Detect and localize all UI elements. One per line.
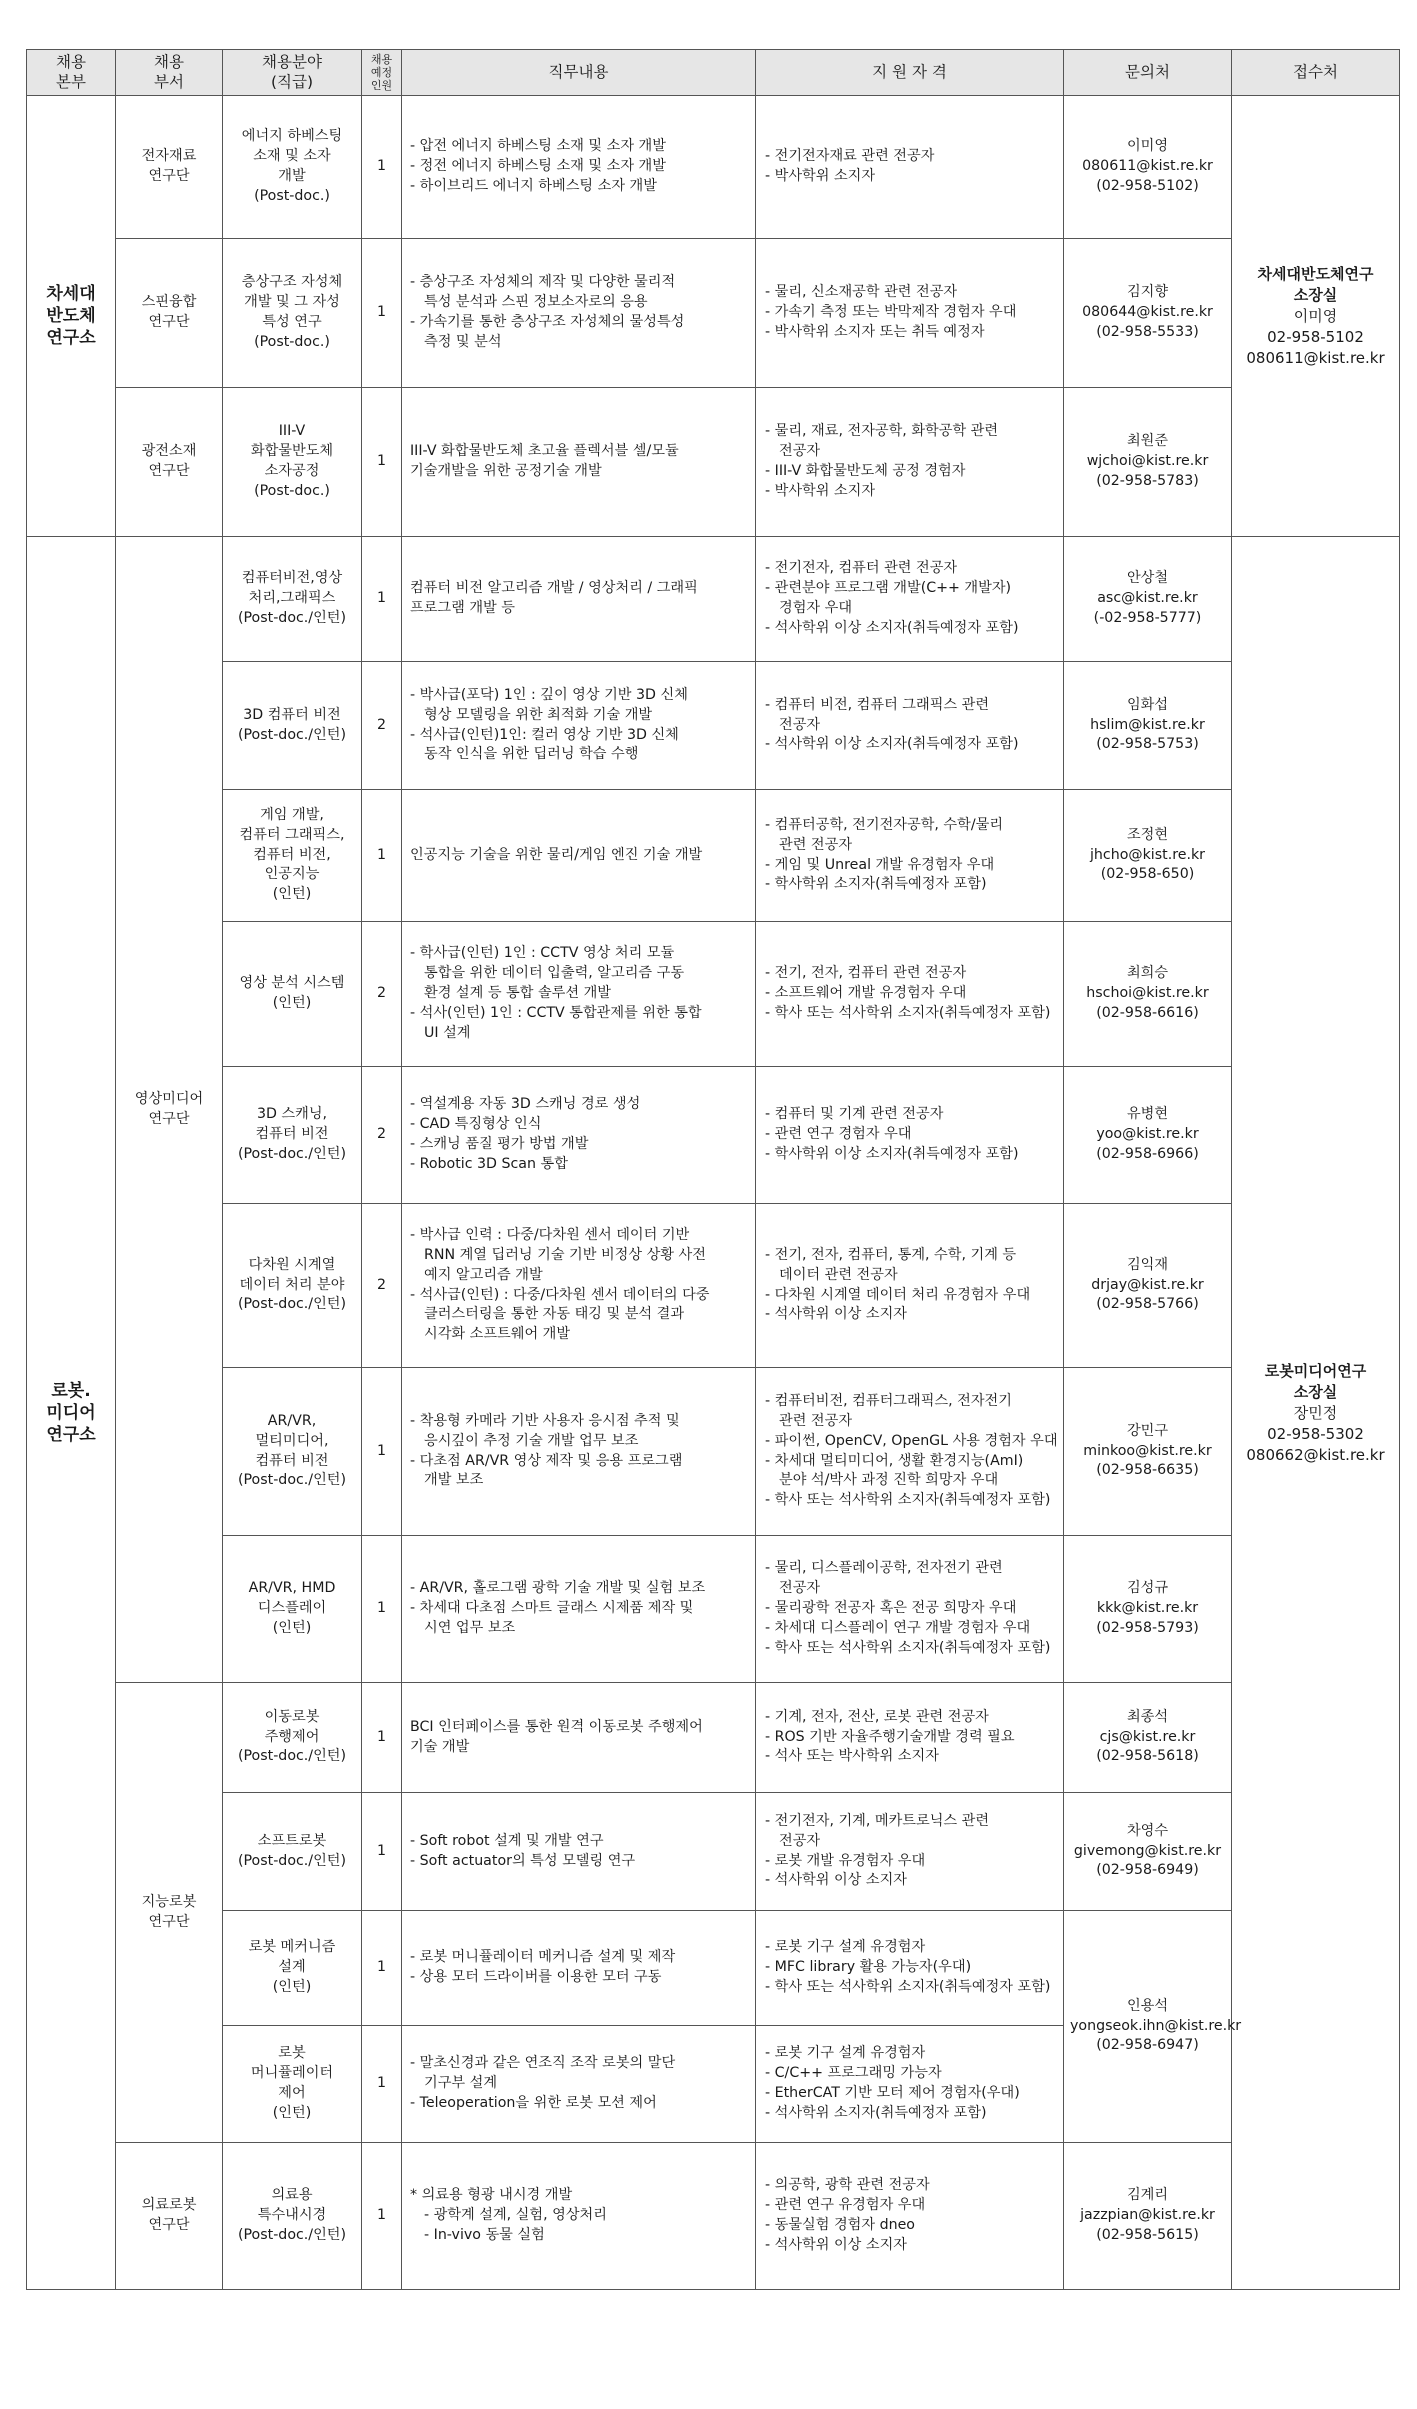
- count-cell: 1: [362, 96, 402, 239]
- contact-cell: [1064, 239, 1232, 388]
- dept-cell: 의료로봇 연구단: [116, 2143, 223, 2290]
- duty-line: 통합을 위한 데이터 입출력, 알고리즘 구동: [424, 965, 685, 982]
- field-cell: 소프트로봇 (Post-doc./인턴): [223, 1793, 362, 1911]
- contact-cell: [1064, 1067, 1232, 1204]
- qualification-cell: [756, 922, 1064, 1067]
- contact-line: 차영수: [1126, 1822, 1169, 1839]
- qualification-line: 데이터 관련 전공자: [779, 1266, 898, 1283]
- table-row: [27, 388, 1400, 537]
- duty-line: 동작 인식을 위한 딥러닝 학습 수행: [424, 746, 639, 763]
- duty-cell: [402, 662, 756, 790]
- qualification-line: 전공자: [779, 443, 821, 460]
- qualification-line: - 석사학위 이상 소지자: [765, 2236, 907, 2253]
- contact-line: 최원준: [1126, 433, 1169, 450]
- qualification-cell: [756, 1793, 1064, 1911]
- count-cell: 1: [362, 239, 402, 388]
- duty-line: - 박사급 인력 : 다중/다차원 센서 데이터 기반: [410, 1226, 690, 1243]
- duty-line: UI 설계: [424, 1024, 471, 1041]
- duty-line: - Robotic 3D Scan 통합: [410, 1155, 568, 1172]
- duty-cell: [402, 388, 756, 537]
- table-body: [27, 96, 1400, 2290]
- duty-line: - 말초신경과 같은 연조직 조작 로봇의 말단: [410, 2055, 676, 2072]
- qualification-line: - 파이썬, OpenCV, OpenGL 사용 경험자 우대: [765, 1432, 1058, 1449]
- qualification-line: - 기계, 전자, 전산, 로봇 관련 전공자: [765, 1708, 989, 1725]
- contact-cell: [1064, 1793, 1232, 1911]
- duty-line: III-V 화합물반도체 초고율 플렉서블 셀/모듈: [410, 443, 679, 460]
- count-cell: 1: [362, 537, 402, 662]
- contact-cell: [1064, 1911, 1242, 2143]
- duty-line: - 압전 에너지 하베스팅 소재 및 소자 개발: [410, 138, 666, 155]
- duty-cell: [402, 922, 756, 1067]
- duty-cell: [402, 1793, 756, 1911]
- duty-line: - 로봇 머니퓰레이터 메커니즘 설계 및 제작: [410, 1949, 676, 1966]
- duty-cell: [402, 96, 756, 239]
- contact-line: 최종석: [1126, 1708, 1169, 1725]
- duty-cell: [402, 1067, 756, 1204]
- contact-line: 유병현: [1126, 1106, 1169, 1123]
- qualification-cell: [756, 2143, 1064, 2290]
- contact-line: (02-958-5766): [1096, 1296, 1199, 1313]
- contact-line: 강민구: [1126, 1422, 1169, 1439]
- duty-line: 측정 및 분석: [424, 333, 502, 350]
- table-row: [27, 922, 1400, 1067]
- qualification-line: 전공자: [779, 1832, 821, 1849]
- qualification-cell: [756, 537, 1064, 662]
- field-cell: 로봇 메커니즘 설계 (인턴): [223, 1911, 362, 2026]
- count-cell: 1: [362, 2143, 402, 2290]
- qualification-line: 전공자: [779, 1580, 821, 1597]
- qualification-line: - 로봇 개발 유경험자 우대: [765, 1852, 926, 1869]
- duty-line: - 층상구조 자성체의 제작 및 다양한 물리적: [410, 274, 676, 291]
- qualification-line: 관련 전공자: [779, 836, 853, 853]
- contact-line: (02-958-6966): [1096, 1145, 1199, 1162]
- count-cell: 1: [362, 1368, 402, 1536]
- receipt-line: 소장실: [1293, 1382, 1338, 1401]
- duty-line: - Teleoperation을 위한 로봇 모션 제어: [410, 2094, 657, 2111]
- contact-line: 김지향: [1126, 284, 1169, 301]
- qualification-cell: [756, 1911, 1064, 2026]
- field-cell: 이동로봇 주행제어 (Post-doc./인턴): [223, 1683, 362, 1793]
- receipt-line: 080662@kist.re.kr: [1246, 1445, 1385, 1464]
- dept-cell: 영상미디어 연구단: [116, 537, 223, 1683]
- contact-line: jazzpian@kist.re.kr: [1080, 2207, 1215, 2224]
- qualification-line: - 관련 연구 유경험자 우대: [765, 2197, 926, 2214]
- duty-line: 인공지능 기술을 위한 물리/게임 엔진 기술 개발: [410, 846, 703, 863]
- contact-cell: [1064, 790, 1232, 922]
- qualification-line: - 학사 또는 석사학위 소지자(취득예정자 포함): [765, 1004, 1051, 1021]
- header-receipt: 접수처: [1232, 50, 1400, 96]
- table-row: [27, 96, 1400, 239]
- contact-cell: [1064, 1204, 1232, 1368]
- qualification-line: - 가속기 측정 또는 박막제작 경험자 우대: [765, 304, 1017, 321]
- contact-line: 김성규: [1126, 1580, 1169, 1597]
- duty-line: 시각화 소프트웨어 개발: [424, 1326, 571, 1343]
- dept-cell: 지능로봇 연구단: [116, 1683, 223, 2143]
- contact-cell: [1064, 922, 1232, 1067]
- qualification-line: - 학사학위 이상 소지자(취득예정자 포함): [765, 1145, 1019, 1162]
- qualification-line: - 컴퓨터공학, 전기전자공학, 수학/물리: [765, 816, 1004, 833]
- duty-line: - 학사급(인턴) 1인 : CCTV 영상 처리 모듈: [410, 945, 675, 962]
- contact-line: cjs@kist.re.kr: [1099, 1728, 1196, 1745]
- contact-line: 인용석: [1126, 1997, 1169, 2014]
- header-qualification: 지 원 자 격: [756, 50, 1064, 96]
- field-cell: 3D 컴퓨터 비전 (Post-doc./인턴): [223, 662, 362, 790]
- contact-line: 최희승: [1126, 965, 1169, 982]
- count-cell: 2: [362, 1067, 402, 1204]
- qualification-line: - 전기, 전자, 컴퓨터 관련 전공자: [765, 965, 967, 982]
- duty-line: 기구부 설계: [424, 2075, 498, 2092]
- qualification-line: - 석사학위 소지자(취득예정자 포함): [765, 2104, 987, 2121]
- qualification-line: - 물리광학 전공자 혹은 전공 희망자 우대: [765, 1600, 1017, 1617]
- duty-line: - CAD 특징형상 인식: [410, 1116, 542, 1133]
- contact-line: 조정현: [1126, 826, 1169, 843]
- qualification-line: - 로봇 기구 설계 유경험자: [765, 2045, 926, 2062]
- table-row: [27, 1911, 1400, 2026]
- qualification-line: - 학사학위 소지자(취득예정자 포함): [765, 876, 987, 893]
- contact-line: (02-958-6616): [1096, 1004, 1199, 1021]
- table-row: [27, 1368, 1400, 1536]
- contact-line: (02-958-6949): [1096, 1862, 1199, 1879]
- header-row: [27, 50, 1400, 96]
- count-cell: 1: [362, 388, 402, 537]
- dept-cell: 스핀융합 연구단: [116, 239, 223, 388]
- contact-cell: [1064, 2143, 1232, 2290]
- contact-line: 이미영: [1126, 138, 1169, 155]
- contact-cell: [1064, 1683, 1232, 1793]
- contact-line: (02-958-5615): [1096, 2226, 1199, 2243]
- qualification-line: 관련 전공자: [779, 1412, 853, 1429]
- contact-cell: [1064, 96, 1232, 239]
- receipt-cell: [1232, 96, 1400, 537]
- receipt-cell: [1232, 537, 1400, 2290]
- duty-cell: [402, 2143, 756, 2290]
- count-cell: 2: [362, 1204, 402, 1368]
- duty-line: - 다초점 AR/VR 영상 제작 및 응용 프로그램: [410, 1452, 683, 1469]
- header-field: 채용분야 (직급): [223, 50, 362, 96]
- header-duty: 직무내용: [402, 50, 756, 96]
- contact-line: (02-958-5753): [1096, 736, 1199, 753]
- contact-line: wjchoi@kist.re.kr: [1086, 453, 1209, 470]
- duty-line: - 가속기를 통한 층상구조 자성체의 물성특성: [410, 314, 685, 330]
- field-cell: 층상구조 자성체 개발 및 그 자성 특성 연구 (Post-doc.): [223, 239, 362, 388]
- duty-cell: [402, 1911, 756, 2026]
- receipt-line: 02-958-5102: [1267, 327, 1364, 346]
- contact-line: asc@kist.re.kr: [1097, 590, 1198, 607]
- header-dept: 채용 부서: [116, 50, 223, 96]
- qualification-line: - 다차원 시계열 데이터 처리 유경험자 우대: [765, 1286, 1031, 1303]
- contact-line: (02-958-5618): [1096, 1748, 1199, 1765]
- duty-line: 프로그램 개발 등: [410, 600, 515, 616]
- field-cell: 다차원 시계열 데이터 처리 분야 (Post-doc./인턴): [223, 1204, 362, 1368]
- institute-cell: 로봇. 미디어 연구소: [27, 537, 116, 2290]
- contact-cell: [1064, 1536, 1232, 1683]
- duty-line: 개발 보조: [424, 1472, 484, 1489]
- contact-line: jhcho@kist.re.kr: [1089, 846, 1206, 863]
- duty-line: - 석사(인턴) 1인 : CCTV 통합관제를 위한 통합: [410, 1004, 702, 1021]
- duty-line: 클러스터링을 통한 자동 태깅 및 분석 결과: [424, 1306, 685, 1323]
- contact-line: hslim@kist.re.kr: [1090, 716, 1205, 733]
- qualification-line: - 의공학, 광학 관련 전공자: [765, 2177, 930, 2194]
- receipt-line: 장민정: [1293, 1403, 1338, 1422]
- qualification-line: - 로봇 기구 설계 유경험자: [765, 1939, 926, 1956]
- qualification-line: - 차세대 디스플레이 연구 개발 경험자 우대: [765, 1619, 1031, 1636]
- field-cell: 로봇 머니퓰레이터 제어 (인턴): [223, 2026, 362, 2143]
- contact-line: (02-958-5793): [1096, 1619, 1199, 1636]
- count-cell: 1: [362, 1536, 402, 1683]
- duty-line: - 석사급(인턴)1인: 컬러 영상 기반 3D 신체: [410, 726, 679, 743]
- duty-line: - Soft robot 설계 및 개발 연구: [410, 1832, 604, 1849]
- count-cell: 2: [362, 922, 402, 1067]
- qualification-cell: [756, 1368, 1064, 1536]
- qualification-line: - 관련분야 프로그램 개발(C++ 개발자): [765, 580, 1012, 597]
- contact-line: 김계리: [1126, 2187, 1169, 2204]
- duty-line: 기술개발을 위한 공정기술 개발: [410, 463, 602, 479]
- qualification-line: - 학사 또는 석사학위 소지자(취득예정자 포함): [765, 1639, 1051, 1656]
- contact-line: yoo@kist.re.kr: [1096, 1126, 1199, 1143]
- contact-cell: [1064, 388, 1232, 537]
- receipt-line: 080611@kist.re.kr: [1246, 348, 1385, 367]
- qualification-line: - 박사학위 소지자: [765, 482, 876, 499]
- duty-line: 응시깊이 추정 기술 개발 업무 보조: [424, 1432, 639, 1449]
- table-row: [27, 537, 1400, 662]
- recruitment-table: [26, 49, 1400, 2290]
- receipt-line: 로봇미디어연구: [1264, 1361, 1367, 1380]
- qualification-cell: [756, 662, 1064, 790]
- qualification-line: - 학사 또는 석사학위 소지자(취득예정자 포함): [765, 1492, 1051, 1509]
- contact-line: drjay@kist.re.kr: [1091, 1276, 1204, 1293]
- qualification-cell: [756, 1683, 1064, 1793]
- table-row: [27, 1067, 1400, 1204]
- qualification-line: - 물리, 디스플레이공학, 전자전기 관련: [765, 1560, 1003, 1577]
- receipt-line: 이미영: [1293, 306, 1338, 325]
- count-cell: 1: [362, 1793, 402, 1911]
- count-cell: 1: [362, 1911, 402, 2026]
- qualification-line: - 차세대 멀티미디어, 생활 환경지능(AmI): [765, 1452, 1024, 1469]
- duty-line: RNN 계열 딥러닝 기술 기반 비정상 상황 사전: [424, 1246, 706, 1263]
- count-cell: 2: [362, 662, 402, 790]
- qualification-line: 경험자 우대: [779, 600, 853, 616]
- contact-line: givemong@kist.re.kr: [1073, 1842, 1222, 1859]
- contact-line: 080611@kist.re.kr: [1082, 158, 1213, 175]
- contact-cell: [1064, 537, 1232, 662]
- field-cell: 컴퓨터비전,영상 처리,그래픽스 (Post-doc./인턴): [223, 537, 362, 662]
- duty-cell: [402, 239, 756, 388]
- field-cell: 게임 개발, 컴퓨터 그래픽스, 컴퓨터 비전, 인공지능 (인턴): [223, 790, 362, 922]
- duty-line: 기술 개발: [410, 1738, 470, 1755]
- qualification-cell: [756, 1204, 1064, 1368]
- qualification-line: - 전기, 전자, 컴퓨터, 통계, 수학, 기계 등: [765, 1246, 1017, 1263]
- contact-line: minkoo@kist.re.kr: [1083, 1442, 1212, 1459]
- qualification-line: - 동물실험 경험자 dneo: [765, 2217, 915, 2233]
- duty-cell: [402, 537, 756, 662]
- qualification-line: - 컴퓨터 및 기계 관련 전공자: [765, 1106, 944, 1123]
- qualification-line: - 석사 또는 박사학위 소지자: [765, 1748, 939, 1765]
- field-cell: 영상 분석 시스템 (인턴): [223, 922, 362, 1067]
- duty-line: 특성 분석과 스핀 정보소자로의 응용: [424, 294, 648, 311]
- duty-line: - AR/VR, 홀로그램 광학 기술 개발 및 실험 보조: [410, 1580, 706, 1597]
- duty-line: * 의료용 형광 내시경 개발: [410, 2187, 573, 2204]
- dept-cell: 전자재료 연구단: [116, 96, 223, 239]
- contact-line: (02-958-6947): [1096, 2037, 1199, 2054]
- qualification-line: - 관련 연구 경험자 우대: [765, 1126, 912, 1143]
- qualification-cell: [756, 1067, 1064, 1204]
- contact-line: kkk@kist.re.kr: [1096, 1600, 1199, 1617]
- contact-line: yongseok.ihn@kist.re.kr: [1070, 2017, 1242, 2034]
- table-row: [27, 662, 1400, 790]
- qualification-line: - 석사학위 이상 소지자(취득예정자 포함): [765, 619, 1019, 636]
- duty-cell: [402, 1683, 756, 1793]
- duty-line: - 상용 모터 드라이버를 이용한 모터 구동: [410, 1969, 662, 1985]
- qualification-line: - III-V 화합물반도체 공정 경험자: [765, 463, 966, 479]
- header-contact: 문의처: [1064, 50, 1232, 96]
- qualification-line: 전공자: [779, 716, 821, 733]
- duty-line: - In-vivo 동물 실험: [424, 2226, 545, 2243]
- qualification-line: - 게임 및 Unreal 개발 유경험자 우대: [765, 856, 995, 873]
- qualification-line: - 박사학위 소지자: [765, 168, 876, 184]
- qualification-line: - EtherCAT 기반 모터 제어 경험자(우대): [765, 2085, 1020, 2101]
- qualification-line: - MFC library 활용 가능자(우대): [765, 1959, 972, 1976]
- duty-line: - 정전 에너지 하베스팅 소재 및 소자 개발: [410, 158, 666, 175]
- contact-line: hschoi@kist.re.kr: [1086, 985, 1209, 1002]
- contact-line: 임화섭: [1126, 696, 1169, 713]
- qualification-line: - 전기전자재료 관련 전공자: [765, 148, 935, 165]
- count-cell: 1: [362, 1683, 402, 1793]
- qualification-line: - 물리, 신소재공학 관련 전공자: [765, 284, 958, 301]
- qualification-line: - 석사학위 이상 소지자: [765, 1306, 907, 1323]
- duty-line: - 차세대 다초점 스마트 글래스 시제품 제작 및: [410, 1600, 694, 1617]
- table-row: [27, 790, 1400, 922]
- duty-line: - 광학계 설계, 실험, 영상처리: [424, 2207, 607, 2224]
- qualification-line: - 전기전자, 컴퓨터 관련 전공자: [765, 560, 958, 577]
- count-cell: 1: [362, 790, 402, 922]
- field-cell: AR/VR, HMD 디스플레이 (인턴): [223, 1536, 362, 1683]
- qualification-line: - 석사학위 이상 소지자: [765, 1872, 907, 1889]
- duty-line: - 역설계용 자동 3D 스캐닝 경로 생성: [410, 1096, 641, 1113]
- field-cell: AR/VR, 멀티미디어, 컴퓨터 비전 (Post-doc./인턴): [223, 1368, 362, 1536]
- table-row: [27, 1793, 1400, 1911]
- contact-line: (02-958-5533): [1096, 323, 1199, 340]
- field-cell: 에너지 하베스팅 소재 및 소자 개발 (Post-doc.): [223, 96, 362, 239]
- contact-line: (02-958-650): [1100, 866, 1195, 883]
- receipt-line: 차세대반도체연구: [1257, 264, 1374, 283]
- contact-line: (02-958-5783): [1096, 472, 1199, 489]
- duty-line: 환경 설계 등 통합 솔루션 개발: [424, 985, 612, 1002]
- contact-line: (-02-958-5777): [1093, 609, 1202, 626]
- header-count: 채용 예정 인원: [362, 50, 402, 96]
- duty-line: - Soft actuator의 특성 모델링 연구: [410, 1852, 636, 1869]
- qualification-line: - C/C++ 프로그래밍 가능자: [765, 2065, 942, 2082]
- count-cell: 1: [362, 2026, 402, 2143]
- qualification-cell: [756, 790, 1064, 922]
- receipt-line: 소장실: [1293, 285, 1338, 304]
- duty-line: 컴퓨터 비전 알고리즘 개발 / 영상처리 / 그래픽: [410, 580, 698, 597]
- table-row: [27, 1204, 1400, 1368]
- duty-cell: [402, 1368, 756, 1536]
- contact-cell: [1064, 1368, 1232, 1536]
- duty-line: - 석사급(인턴) : 다중/다차원 센서 데이터의 다중: [410, 1286, 710, 1303]
- qualification-line: - 컴퓨터 비전, 컴퓨터 그래픽스 관련: [765, 696, 990, 713]
- duty-cell: [402, 1536, 756, 1683]
- qualification-line: - 박사학위 소지자 또는 취득 예정자: [765, 323, 985, 340]
- qualification-line: - 학사 또는 석사학위 소지자(취득예정자 포함): [765, 1978, 1051, 1995]
- qualification-cell: [756, 1536, 1064, 1683]
- duty-line: - 하이브리드 에너지 하베스팅 소자 개발: [410, 177, 657, 194]
- contact-line: 김익재: [1126, 1256, 1169, 1273]
- contact-line: (02-958-6635): [1096, 1462, 1199, 1479]
- qualification-line: - ROS 기반 자율주행기술개발 경력 필요: [765, 1728, 1015, 1745]
- header-institute: 채용 본부: [27, 50, 116, 96]
- table-row: [27, 239, 1400, 388]
- duty-line: BCI 인터페이스를 통한 원격 이동로봇 주행제어: [410, 1718, 703, 1735]
- duty-cell: [402, 1204, 756, 1368]
- qualification-cell: [756, 96, 1064, 239]
- duty-line: 형상 모델링을 위한 최적화 기술 개발: [424, 706, 653, 723]
- institute-cell: 차세대 반도체 연구소: [27, 96, 116, 537]
- contact-line: 안상철: [1126, 570, 1169, 587]
- qualification-cell: [756, 2026, 1064, 2143]
- qualification-cell: [756, 388, 1064, 537]
- table-row: [27, 2143, 1400, 2290]
- qualification-line: - 컴퓨터비전, 컴퓨터그래픽스, 전자전기: [765, 1392, 1012, 1409]
- field-cell: 3D 스캐닝, 컴퓨터 비전 (Post-doc./인턴): [223, 1067, 362, 1204]
- receipt-line: 02-958-5302: [1267, 1424, 1364, 1443]
- duty-line: - 박사급(포닥) 1인 : 깊이 영상 기반 3D 신체: [410, 686, 688, 703]
- contact-cell: [1064, 662, 1232, 790]
- duty-line: - 착용형 카메라 기반 사용자 응시점 추적 및: [410, 1412, 680, 1429]
- duty-line: 예지 알고리즘 개발: [424, 1266, 543, 1283]
- contact-line: (02-958-5102): [1096, 177, 1199, 194]
- dept-cell: 광전소재 연구단: [116, 388, 223, 537]
- qualification-line: - 소프트웨어 개발 유경험자 우대: [765, 985, 967, 1002]
- qualification-line: - 석사학위 이상 소지자(취득예정자 포함): [765, 736, 1019, 753]
- table-row: [27, 1683, 1400, 1793]
- duty-cell: [402, 790, 756, 922]
- qualification-line: - 물리, 재료, 전자공학, 화학공학 관련: [765, 423, 999, 440]
- table-row: [27, 1536, 1400, 1683]
- qualification-cell: [756, 239, 1064, 388]
- field-cell: III-V 화합물반도체 소자공정 (Post-doc.): [223, 388, 362, 537]
- field-cell: 의료용 특수내시경 (Post-doc./인턴): [223, 2143, 362, 2290]
- duty-cell: [402, 2026, 756, 2143]
- qualification-line: 분야 석/박사 과정 진학 희망자 우대: [779, 1472, 999, 1489]
- qualification-line: - 전기전자, 기계, 메카트로닉스 관련: [765, 1812, 990, 1829]
- duty-line: - 스캐닝 품질 평가 방법 개발: [410, 1136, 589, 1152]
- duty-line: 시연 업무 보조: [424, 1619, 516, 1636]
- contact-line: 080644@kist.re.kr: [1082, 304, 1213, 321]
